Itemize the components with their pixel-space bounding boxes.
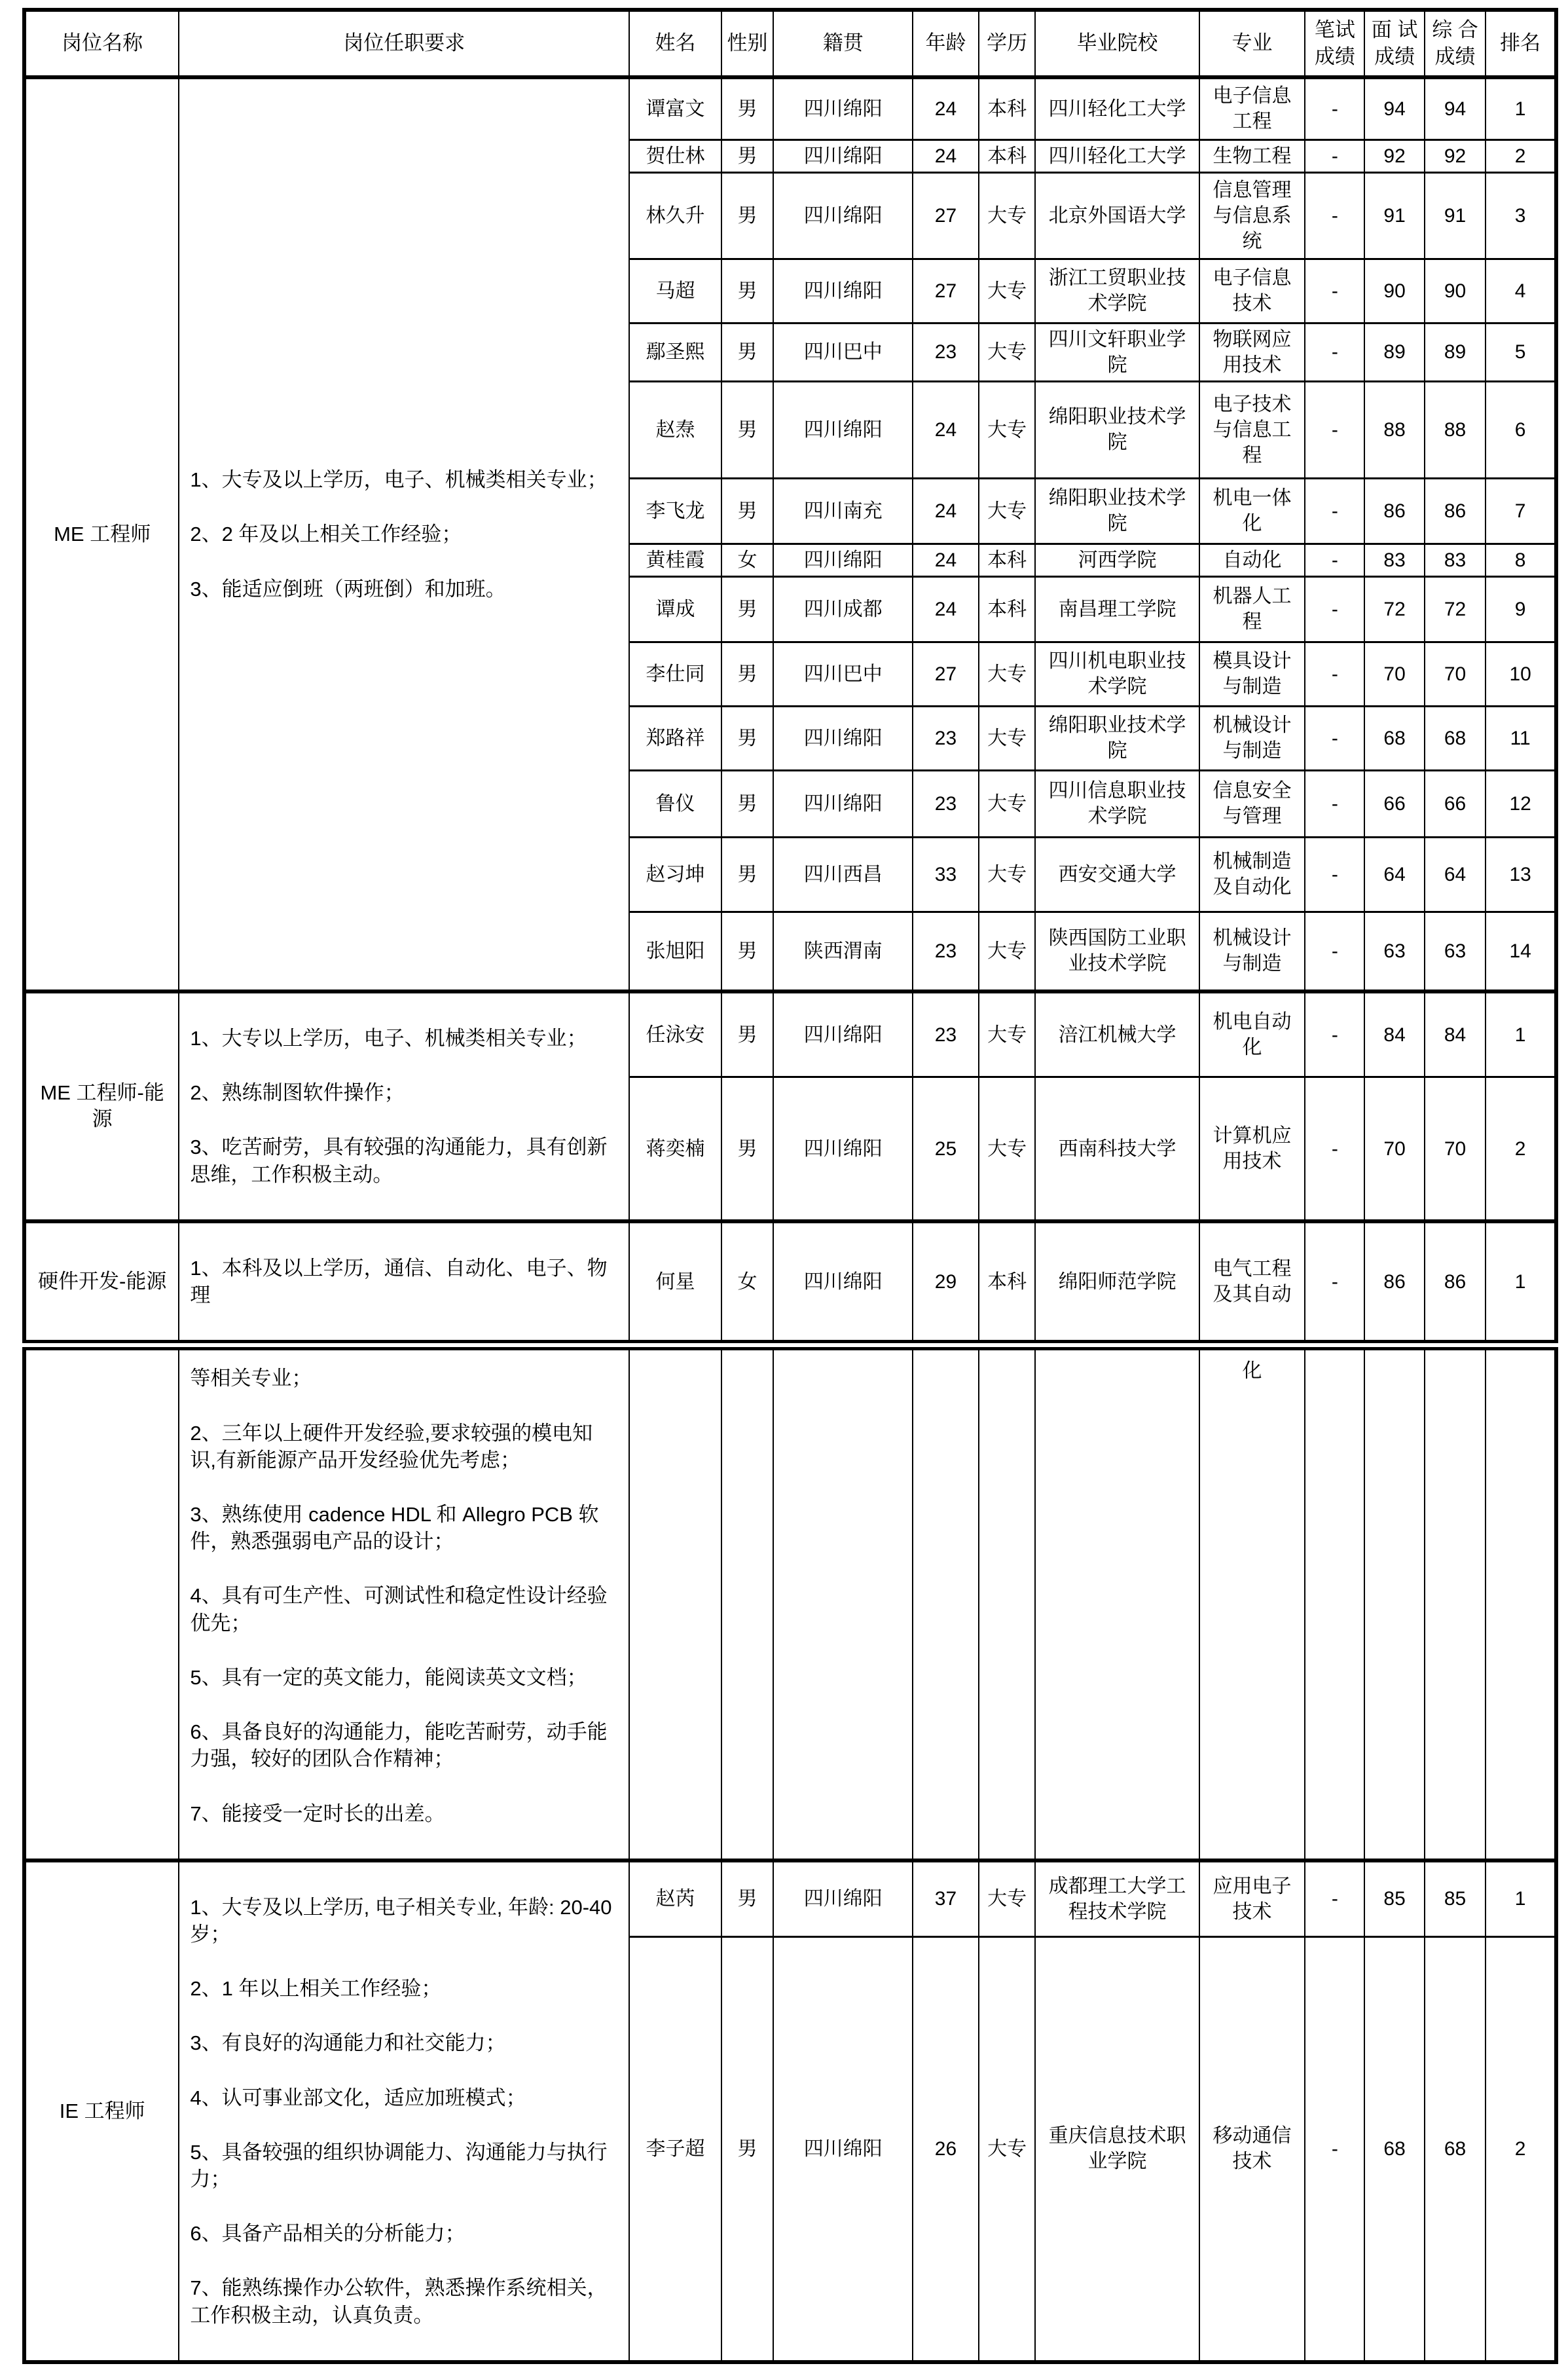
column-header-education: 学历: [979, 10, 1036, 77]
candidate-education: 大专: [979, 642, 1036, 706]
candidate-age: [913, 1345, 979, 1860]
candidate-age: 27: [913, 259, 979, 323]
candidate-education: 本科: [979, 576, 1036, 642]
overall-score-value: 92: [1425, 139, 1486, 172]
overall-score-value: 86: [1425, 1221, 1486, 1345]
interview-score-value: 72: [1364, 576, 1424, 642]
overall-score-value: 72: [1425, 576, 1486, 642]
column-header-major: 专业: [1199, 10, 1305, 77]
candidate-rank: 1: [1486, 1860, 1556, 1937]
written-score-value: -: [1305, 1221, 1364, 1345]
candidate-school: 绵阳职业技术学院: [1035, 478, 1199, 544]
candidate-age: 27: [913, 172, 979, 259]
candidate-hometown: 四川西昌: [773, 837, 913, 912]
candidate-education: 大专: [979, 706, 1036, 770]
candidate-name: 张旭阳: [629, 912, 721, 991]
candidate-education: 大专: [979, 172, 1036, 259]
candidate-hometown: 四川成都: [773, 576, 913, 642]
overall-score-value: 64: [1425, 837, 1486, 912]
candidate-gender: 女: [721, 544, 774, 576]
candidate-age: 33: [913, 837, 979, 912]
candidate-hometown: 四川绵阳: [773, 139, 913, 172]
written-score-value: [1305, 1345, 1364, 1860]
overall-score-value: 90: [1425, 259, 1486, 323]
overall-score-value: 91: [1425, 172, 1486, 259]
candidate-name: 鄢圣熙: [629, 323, 721, 381]
requirement-line: 6、具备良好的沟通能力，能吃苦耐劳，动手能力强，较好的团队合作精神；: [190, 1720, 608, 1771]
candidate-hometown: 陕西渭南: [773, 912, 913, 991]
column-header-name: 姓名: [629, 10, 721, 77]
interview-score-value: 91: [1364, 172, 1424, 259]
requirement-line: 3、能适应倒班（两班倒）和加班。: [190, 577, 506, 601]
interview-score-value: 66: [1364, 770, 1424, 837]
candidate-name: 马超: [629, 259, 721, 323]
candidate-hometown: 四川绵阳: [773, 259, 913, 323]
requirement-line: 6、具备产品相关的分析能力；: [190, 2222, 465, 2246]
candidate-hometown: 四川绵阳: [773, 1077, 913, 1221]
written-score-value: -: [1305, 259, 1364, 323]
candidate-age: 26: [913, 1937, 979, 2362]
candidate-school: 绵阳职业技术学院: [1035, 706, 1199, 770]
candidate-hometown: 四川绵阳: [773, 544, 913, 576]
candidate-gender: 男: [721, 837, 774, 912]
position-name: ME 工程师-能源: [24, 991, 179, 1221]
written-score-value: -: [1305, 172, 1364, 259]
candidate-major: 电气工程及其自动: [1199, 1221, 1305, 1345]
requirement-line: 4、认可事业部文化，适应加班模式；: [190, 2086, 526, 2109]
interview-score-value: 70: [1364, 642, 1424, 706]
candidate-rank: 2: [1486, 139, 1556, 172]
candidate-major: 电子信息技术: [1199, 259, 1305, 323]
interview-score-value: 94: [1364, 77, 1424, 139]
candidate-major: 电子技术与信息工程: [1199, 381, 1305, 478]
written-score-value: -: [1305, 770, 1364, 837]
candidate-age: 24: [913, 77, 979, 139]
header-row: [24, 10, 1556, 77]
candidate-name: 李飞龙: [629, 478, 721, 544]
candidate-age: 37: [913, 1860, 979, 1937]
candidate-age: 29: [913, 1221, 979, 1345]
candidate-rank: 12: [1486, 770, 1556, 837]
candidate-school: 南昌理工学院: [1035, 576, 1199, 642]
requirement-line: 3、熟练使用 cadence HDL 和 Allegro PCB 软件，熟悉强弱电产品的设计；: [190, 1502, 599, 1553]
written-score-value: -: [1305, 1860, 1364, 1937]
candidate-major: 机械制造及自动化: [1199, 837, 1305, 912]
candidate-education: 大专: [979, 912, 1036, 991]
overall-score-value: 89: [1425, 323, 1486, 381]
candidate-school: 四川轻化工大学: [1035, 139, 1199, 172]
candidate-age: 24: [913, 381, 979, 478]
overall-score-value: 86: [1425, 478, 1486, 544]
candidate-hometown: 四川巴中: [773, 642, 913, 706]
candidate-school: 四川文轩职业学院: [1035, 323, 1199, 381]
candidate-education: 大专: [979, 770, 1036, 837]
candidate-rank: 10: [1486, 642, 1556, 706]
requirement-line: 2、熟练制图软件操作；: [190, 1081, 405, 1105]
candidate-hometown: 四川绵阳: [773, 77, 913, 139]
candidate-school: 重庆信息技术职业学院: [1035, 1937, 1199, 2362]
position-name: IE 工程师: [24, 1860, 179, 2362]
candidate-major: 机械设计与制造: [1199, 706, 1305, 770]
overall-score-value: [1425, 1345, 1486, 1860]
candidate-age: 23: [913, 991, 979, 1077]
candidate-school: 河西学院: [1035, 544, 1199, 576]
position-name: ME 工程师: [24, 77, 179, 991]
overall-score-value: 63: [1425, 912, 1486, 991]
candidate-age: 27: [913, 642, 979, 706]
interview-score-value: 70: [1364, 1077, 1424, 1221]
candidate-name: 鲁仪: [629, 770, 721, 837]
written-score-value: -: [1305, 837, 1364, 912]
candidate-gender: 男: [721, 642, 774, 706]
candidate-rank: 8: [1486, 544, 1556, 576]
candidate-row: [24, 77, 1556, 139]
candidate-gender: 男: [721, 323, 774, 381]
candidate-row: [24, 1860, 1556, 1937]
requirement-line: 5、具备较强的组织协调能力、沟通能力与执行力；: [190, 2140, 608, 2191]
candidate-rank: 1: [1486, 991, 1556, 1077]
candidate-name: 何星: [629, 1221, 721, 1345]
candidate-name: 任泳安: [629, 991, 721, 1077]
overall-score-value: 70: [1425, 642, 1486, 706]
candidate-rank: 11: [1486, 706, 1556, 770]
candidate-rank: 6: [1486, 381, 1556, 478]
candidate-name: 谭成: [629, 576, 721, 642]
candidate-rank: 1: [1486, 77, 1556, 139]
requirement-line: 3、有良好的沟通能力和社交能力；: [190, 2031, 506, 2055]
candidate-gender: 男: [721, 77, 774, 139]
requirement-line: 4、具有可生产性、可测试性和稳定性设计经验优先；: [190, 1584, 608, 1635]
candidate-name: 黄桂霞: [629, 544, 721, 576]
overall-score-value: 88: [1425, 381, 1486, 478]
candidate-major: 信息管理与信息系统: [1199, 172, 1305, 259]
written-score-value: -: [1305, 323, 1364, 381]
position-requirements: [179, 991, 629, 1221]
candidate-school: 西安交通大学: [1035, 837, 1199, 912]
candidate-education: 大专: [979, 323, 1036, 381]
requirement-line: 1、大专及以上学历，电子、机械类相关专业；: [190, 468, 608, 492]
candidate-gender: 男: [721, 1860, 774, 1937]
candidate-school: 西南科技大学: [1035, 1077, 1199, 1221]
column-header-interview-score: 面 试成绩: [1364, 10, 1424, 77]
candidate-major: 计算机应用技术: [1199, 1077, 1305, 1221]
candidate-name: 蒋奕楠: [629, 1077, 721, 1221]
written-score-value: -: [1305, 642, 1364, 706]
written-score-value: -: [1305, 478, 1364, 544]
candidate-gender: 男: [721, 1937, 774, 2362]
candidate-rank: 13: [1486, 837, 1556, 912]
candidate-age: 24: [913, 544, 979, 576]
requirement-line: 1、大专及以上学历, 电子相关专业, 年龄: 20-40岁；: [190, 1895, 612, 1946]
interview-score-value: 90: [1364, 259, 1424, 323]
candidate-rank: 2: [1486, 1077, 1556, 1221]
candidate-major: 电子信息工程: [1199, 77, 1305, 139]
position-requirements: [179, 1860, 629, 2362]
candidate-age: 23: [913, 770, 979, 837]
candidate-hometown: 四川南充: [773, 478, 913, 544]
candidate-education: 大专: [979, 259, 1036, 323]
interview-score-value: 68: [1364, 1937, 1424, 2362]
candidate-hometown: 四川巴中: [773, 323, 913, 381]
candidate-age: 24: [913, 576, 979, 642]
candidate-education: 大专: [979, 991, 1036, 1077]
requirement-line: 2、2 年及以上相关工作经验；: [190, 523, 462, 546]
candidate-gender: 女: [721, 1221, 774, 1345]
candidate-gender: 男: [721, 172, 774, 259]
candidate-row: [24, 1221, 1556, 1345]
requirement-line: 7、能熟练操作办公软件，熟悉操作系统相关，工作积极主动，认真负责。: [190, 2276, 608, 2327]
interview-score-value: 89: [1364, 323, 1424, 381]
candidate-education: 本科: [979, 544, 1036, 576]
written-score-value: -: [1305, 912, 1364, 991]
column-header-overall-score: 综 合成绩: [1425, 10, 1486, 77]
column-header-gender: 性别: [721, 10, 774, 77]
candidate-major: 信息安全与管理: [1199, 770, 1305, 837]
candidate-name: 林久升: [629, 172, 721, 259]
candidate-gender: 男: [721, 139, 774, 172]
candidate-major: 机器人工程: [1199, 576, 1305, 642]
candidate-name: 贺仕林: [629, 139, 721, 172]
candidate-school: 四川信息职业技术学院: [1035, 770, 1199, 837]
candidate-school: 成都理工大学工程技术学院: [1035, 1860, 1199, 1937]
interview-score-value: 68: [1364, 706, 1424, 770]
candidate-education: 本科: [979, 139, 1036, 172]
candidate-name: 赵焘: [629, 381, 721, 478]
candidate-school: 浙江工贸职业技术学院: [1035, 259, 1199, 323]
candidate-hometown: 四川绵阳: [773, 1937, 913, 2362]
overall-score-value: 84: [1425, 991, 1486, 1077]
candidate-rank: 1: [1486, 1221, 1556, 1345]
position-name: 硬件开发-能源: [24, 1221, 179, 1345]
column-header-written-score: 笔试成绩: [1305, 10, 1364, 77]
interview-score-value: 86: [1364, 1221, 1424, 1345]
candidate-school: 涪江机械大学: [1035, 991, 1199, 1077]
candidate-rank: 3: [1486, 172, 1556, 259]
overall-score-value: 66: [1425, 770, 1486, 837]
candidate-rank: [1486, 1345, 1556, 1860]
interview-score-value: 64: [1364, 837, 1424, 912]
position-requirements: [179, 1221, 629, 1345]
candidate-name: 李子超: [629, 1937, 721, 2362]
candidate-major: 物联网应用技术: [1199, 323, 1305, 381]
candidate-age: 23: [913, 323, 979, 381]
candidate-age: 23: [913, 912, 979, 991]
candidate-gender: 男: [721, 706, 774, 770]
candidate-hometown: 四川绵阳: [773, 1860, 913, 1937]
column-header-school: 毕业院校: [1035, 10, 1199, 77]
candidate-row: [24, 991, 1556, 1077]
overall-score-value: 68: [1425, 1937, 1486, 2362]
overall-score-value: 70: [1425, 1077, 1486, 1221]
candidate-hometown: 四川绵阳: [773, 172, 913, 259]
candidate-age: 23: [913, 706, 979, 770]
interview-score-value: 85: [1364, 1860, 1424, 1937]
candidate-rank: 5: [1486, 323, 1556, 381]
overall-score-value: 68: [1425, 706, 1486, 770]
candidate-major: 机电自动化: [1199, 991, 1305, 1077]
candidate-rank: 7: [1486, 478, 1556, 544]
candidate-hometown: 四川绵阳: [773, 706, 913, 770]
candidate-major: 机电一体化: [1199, 478, 1305, 544]
candidate-school: 四川机电职业技术学院: [1035, 642, 1199, 706]
candidate-education: [979, 1345, 1036, 1860]
written-score-value: -: [1305, 706, 1364, 770]
candidate-gender: 男: [721, 478, 774, 544]
interview-score-value: [1364, 1345, 1424, 1860]
overall-score-value: 85: [1425, 1860, 1486, 1937]
candidate-education: 大专: [979, 1860, 1036, 1937]
interview-score-value: 92: [1364, 139, 1424, 172]
written-score-value: -: [1305, 576, 1364, 642]
position-name: [24, 1345, 179, 1860]
column-header-age: 年龄: [913, 10, 979, 77]
column-header-hometown: 籍贯: [773, 10, 913, 77]
candidate-hometown: [773, 1345, 913, 1860]
interview-score-value: 86: [1364, 478, 1424, 544]
column-header-position: 岗位名称: [24, 10, 179, 77]
candidate-major: 应用电子技术: [1199, 1860, 1305, 1937]
candidate-school: 四川轻化工大学: [1035, 77, 1199, 139]
requirement-line: 2、1 年以上相关工作经验；: [190, 1977, 442, 2001]
candidate-name: 赵习坤: [629, 837, 721, 912]
candidate-age: 24: [913, 478, 979, 544]
candidate-hometown: 四川绵阳: [773, 381, 913, 478]
requirement-line: 2、三年以上硬件开发经验,要求较强的模电知识,有新能源产品开发经验优先考虑；: [190, 1421, 593, 1471]
requirement-line: 3、吃苦耐劳，具有较强的沟通能力，具有创新思维，工作积极主动。: [190, 1136, 608, 1186]
candidate-name: 李仕同: [629, 642, 721, 706]
column-header-rank: 排名: [1486, 10, 1556, 77]
candidate-hometown: 四川绵阳: [773, 991, 913, 1077]
written-score-value: -: [1305, 77, 1364, 139]
candidate-major: 化: [1199, 1345, 1305, 1860]
recruitment-table: [22, 8, 1558, 2364]
requirement-line: 5、具有一定的英文能力，能阅读英文文档；: [190, 1665, 587, 1689]
written-score-value: -: [1305, 544, 1364, 576]
interview-score-value: 88: [1364, 381, 1424, 478]
candidate-education: 本科: [979, 77, 1036, 139]
candidate-major: 生物工程: [1199, 139, 1305, 172]
candidate-education: 大专: [979, 837, 1036, 912]
requirement-line: 1、大专以上学历，电子、机械类相关专业；: [190, 1027, 587, 1050]
overall-score-value: 83: [1425, 544, 1486, 576]
written-score-value: -: [1305, 381, 1364, 478]
candidate-gender: 男: [721, 576, 774, 642]
candidate-rank: 9: [1486, 576, 1556, 642]
written-score-value: -: [1305, 991, 1364, 1077]
candidate-rank: 4: [1486, 259, 1556, 323]
candidate-gender: 男: [721, 259, 774, 323]
candidate-major: 机械设计与制造: [1199, 912, 1305, 991]
candidate-major: 自动化: [1199, 544, 1305, 576]
candidate-gender: 男: [721, 770, 774, 837]
interview-score-value: 63: [1364, 912, 1424, 991]
candidate-name: 谭富文: [629, 77, 721, 139]
candidate-gender: [721, 1345, 774, 1860]
candidate-education: 大专: [979, 478, 1036, 544]
table-header: [24, 10, 1556, 77]
interview-score-value: 83: [1364, 544, 1424, 576]
candidate-rank: 2: [1486, 1937, 1556, 2362]
candidate-hometown: 四川绵阳: [773, 770, 913, 837]
candidate-name: [629, 1345, 721, 1860]
position-requirements: [179, 77, 629, 991]
candidate-school: 绵阳师范学院: [1035, 1221, 1199, 1345]
candidate-gender: 男: [721, 991, 774, 1077]
candidate-education: 大专: [979, 1937, 1036, 2362]
candidate-education: 本科: [979, 1221, 1036, 1345]
requirement-line: 等相关专业；: [190, 1367, 312, 1390]
candidate-education: 大专: [979, 1077, 1036, 1221]
interview-score-value: 84: [1364, 991, 1424, 1077]
candidate-age: 24: [913, 139, 979, 172]
candidate-gender: 男: [721, 1077, 774, 1221]
written-score-value: -: [1305, 139, 1364, 172]
table-body: [24, 77, 1556, 2362]
candidate-rank: 14: [1486, 912, 1556, 991]
candidate-major: 移动通信技术: [1199, 1937, 1305, 2362]
candidate-education: 大专: [979, 381, 1036, 478]
candidate-school: 陕西国防工业职业技术学院: [1035, 912, 1199, 991]
requirement-line: 7、能接受一定时长的出差。: [190, 1802, 445, 1825]
candidate-school: 绵阳职业技术学院: [1035, 381, 1199, 478]
candidate-age: 25: [913, 1077, 979, 1221]
candidate-gender: 男: [721, 912, 774, 991]
candidate-school: 北京外国语大学: [1035, 172, 1199, 259]
column-header-requirements: 岗位任职要求: [179, 10, 629, 77]
position-requirements: [179, 1345, 629, 1860]
candidate-major: 模具设计与制造: [1199, 642, 1305, 706]
candidate-hometown: 四川绵阳: [773, 1221, 913, 1345]
written-score-value: -: [1305, 1937, 1364, 2362]
candidate-row: [24, 1345, 1556, 1860]
requirement-line: 1、本科及以上学历，通信、自动化、电子、物理: [190, 1256, 608, 1307]
candidate-gender: 男: [721, 381, 774, 478]
written-score-value: -: [1305, 1077, 1364, 1221]
candidate-name: 赵芮: [629, 1860, 721, 1937]
candidate-name: 郑路祥: [629, 706, 721, 770]
overall-score-value: 94: [1425, 77, 1486, 139]
candidate-school: [1035, 1345, 1199, 1860]
